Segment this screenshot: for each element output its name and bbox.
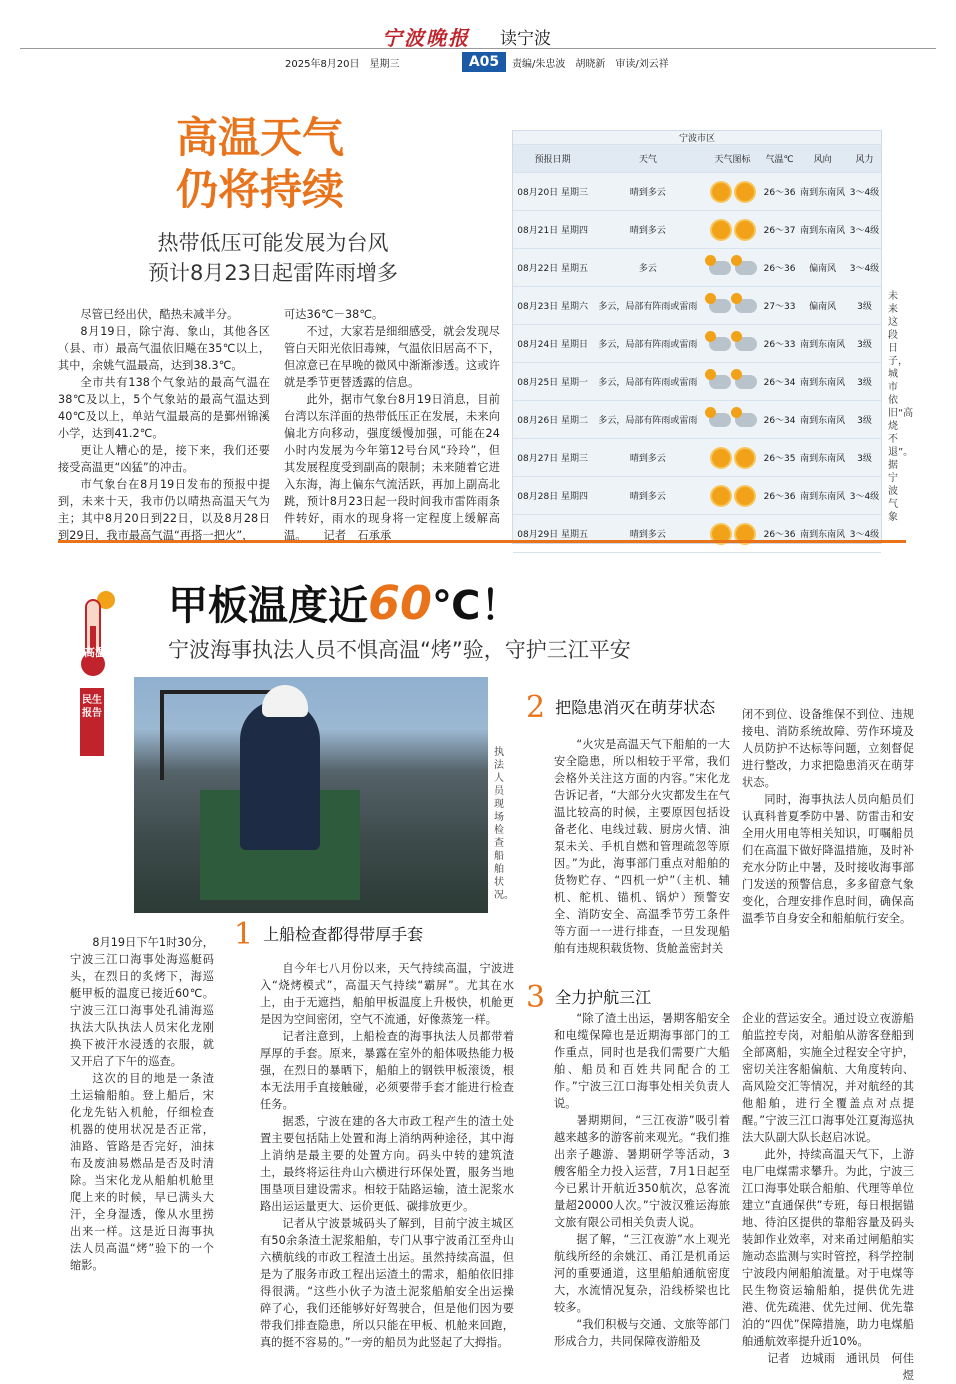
editor-credits: 责编/朱忠波 胡晓新 审读/刘云祥 <box>512 59 669 70</box>
cell-wind-dir: 南到东南风 <box>797 439 847 477</box>
paragraph: 可达36℃－38℃。 <box>284 308 384 321</box>
cell-wind-dir: 南到东南风 <box>797 325 847 363</box>
cell-date: 08月27日 星期三 <box>513 439 592 477</box>
paragraph: 闭不到位、设备维保不到位、违规接电、消防系统故障、劳作环境及人员防护不达标等问题，立刻督促进行整改，力求把隐患消灭在萌芽状态。 <box>742 708 914 789</box>
cell-temp: 26～36 <box>762 249 798 287</box>
cell-icon <box>703 477 761 515</box>
table-row <box>513 363 881 401</box>
issue-date: 2025年8月20日 星期三 <box>285 59 400 70</box>
paragraph: 这次的目的地是一条渣土运输船舶。登上船后，宋化龙先钻入机舱，仔细检查机器的使用状况是否正常，油路、管路是否完好，油抹布及废油易燃品是否及时清除。当宋化龙从船舶机舱里爬上来的时候，早已满头大汗，全身湿透，像从水里捞出来一样。这是近日海事执法人员高温“烤”验下的一个缩影。 <box>70 1072 214 1272</box>
heat-tag-text: 高温 <box>84 646 106 659</box>
article1-column-2 <box>284 306 500 544</box>
cell-icon <box>703 401 761 439</box>
cell-icon <box>703 287 761 325</box>
section-3-column-2 <box>742 1010 914 1384</box>
partly-cloudy-icon <box>735 337 757 351</box>
photo-officer-shape <box>240 700 320 850</box>
partly-cloudy-icon <box>735 261 757 275</box>
column-tag: 民生报告 <box>80 688 104 756</box>
cell-date: 08月23日 星期六 <box>513 287 592 325</box>
partly-cloudy-icon <box>709 413 731 427</box>
cell-date: 08月25日 星期一 <box>513 363 592 401</box>
partly-cloudy-icon <box>709 375 731 389</box>
paragraph: “除了渣土出运，暑期客船安全和电缆保障也是近期海事部门的工作重点，同时也是我们需要广大船舶、船员和百姓共同配合的工作。”宁波三江口海事处相关负责人说。 <box>554 1012 730 1110</box>
cell-icon <box>703 211 761 249</box>
weather-forecast-table <box>512 130 882 544</box>
cell-wind-dir: 南到东南风 <box>797 173 847 211</box>
partly-cloudy-icon <box>735 375 757 389</box>
cell-weather: 多云，局部有阵雨或雷雨 <box>592 287 703 325</box>
table-row <box>513 249 881 287</box>
cell-temp: 26～34 <box>762 401 798 439</box>
paragraph: 全市共有138个气象站的最高气温在38℃及以上，5个气象站的最高气温达到40℃及以上，单站气温最高的是鄞州锦溪小学，达到41.2℃。 <box>58 376 270 440</box>
cell-weather: 晴到多云 <box>592 515 703 553</box>
sun-icon <box>736 449 754 467</box>
cell-wind-force: 3～4级 <box>848 173 881 211</box>
cell-temp: 27～33 <box>762 287 798 325</box>
cell-wind-dir: 南到东南风 <box>797 477 847 515</box>
cell-weather: 多云，局部有阵雨或雷雨 <box>592 401 703 439</box>
cell-weather: 晴到多云 <box>592 211 703 249</box>
section-1-body <box>260 960 514 1351</box>
cell-icon <box>703 439 761 477</box>
photo-caption: 执法人员现场检查船舶状况。 <box>494 747 514 901</box>
column-header: 风力 <box>848 145 881 173</box>
table-row <box>513 325 881 363</box>
cell-date: 08月29日 星期五 <box>513 515 592 553</box>
article2-headline <box>168 574 520 631</box>
cell-wind-force: 3级 <box>848 325 881 363</box>
article1-column-1 <box>58 306 270 544</box>
cell-date: 08月28日 星期四 <box>513 477 592 515</box>
sun-icon <box>736 183 754 201</box>
paragraph: 企业的营运安全。通过设立夜游船舶监控专岗，对船舶从游客登船到全部离船，实施全过程安全守护，密切关注客船偏航、大角度转向、高风险交汇等情况，并对航经的其他船舶，进行全覆盖点对点提醒。”宁波三江口海事处江夏海巡执法大队副大队长赵启冰说。 <box>742 1012 914 1144</box>
sun-icon <box>736 221 754 239</box>
cell-weather: 晴到多云 <box>592 173 703 211</box>
headline-number: 60 <box>368 576 433 630</box>
column-header: 预报日期 <box>513 145 592 173</box>
cell-temp: 26～34 <box>762 363 798 401</box>
cell-wind-force: 3级 <box>848 439 881 477</box>
cell-weather: 多云 <box>592 249 703 287</box>
page-number: A05 <box>462 52 506 72</box>
cell-date: 08月24日 星期日 <box>513 325 592 363</box>
paragraph: “火灾是高温天气下船舶的一大安全隐患，所以相较于平常，我们会格外关注这方面的内容。”宋化龙告诉记者，“大部分火灾都发生在气温比较高的时候，主要原因包括设备老化、电线过载、厨房火情、油泵未关、手机自燃和管理疏忽等原因。”为此，海事部门重点对船舶的货物贮存、“四机一炉”（主机、辅机、舵机、锚机、锅炉）预警安全、消防安全、高温季节劳工条件等方面一一进行排查，一旦发现船舶有违规积载货物、货舱盖密封关 <box>554 738 730 955</box>
cell-wind-force: 3～4级 <box>848 515 881 553</box>
table-row <box>513 477 881 515</box>
partly-cloudy-icon <box>735 413 757 427</box>
column-header: 天气图标 <box>703 145 761 173</box>
table-row <box>513 287 881 325</box>
table-row <box>513 515 881 553</box>
cell-temp: 26～35 <box>762 439 798 477</box>
cell-temp: 26～36 <box>762 515 798 553</box>
header-rule <box>20 48 936 49</box>
cell-icon <box>703 249 761 287</box>
cell-wind-dir: 南到东南风 <box>797 515 847 553</box>
cell-icon <box>703 173 761 211</box>
paragraph: 更让人糟心的是，接下来，我们还要接受高温更“凶猛”的冲击。 <box>58 444 270 474</box>
sun-icon <box>712 183 730 201</box>
headline-prefix: 甲板温度近 <box>168 583 368 629</box>
paragraph: 同时，海事执法人员向船员们认真科普夏季防中暑、防雷击和安全用火用电等相关知识，叮嘱船员们在高温下做好降温措施，及时补充水分防止中暑，及时接收海事部门发送的预警信息，多多留意气象变化，合理安排作息时间，确保高温季节自身安全和船舶航行安全。 <box>742 793 914 925</box>
article2-deck: 宁波海事执法人员不惧高温“烤”验，守护三江平安 <box>168 638 631 662</box>
sun-icon <box>736 487 754 505</box>
section-number: 1 <box>234 917 254 952</box>
section-1-heading <box>234 917 423 952</box>
paragraph: 据了解，“三江夜游”水上观光航线所经的余姚江、甬江是机甬运河的重要通道，这里船舶通航密度大，水流情况复杂，沿线桥梁也比较多。 <box>554 1233 730 1314</box>
weather-side-note: 未来这段日子，城市依旧“高烧不退”。据宁波气象 <box>888 291 914 523</box>
paragraph: 不过，大家若是细细感受，就会发现尽管白天阳光依旧毒辣，气温依旧居高不下，但凉意已在早晚的微风中渐渐渗透。这或许就是季节更替透露的信息。 <box>284 325 500 389</box>
paragraph: 尽管已经出伏，酷热未减半分。 <box>80 308 239 321</box>
headline-suffix: ℃！ <box>432 583 521 629</box>
cell-weather: 晴到多云 <box>592 439 703 477</box>
partly-cloudy-icon <box>709 299 731 313</box>
section-3-column-1 <box>554 1010 730 1350</box>
paragraph: 此外，据市气象台8月19日消息，目前台湾以东洋面的热带低压正在发展，未来向偏北方向移动，强度缓慢加强，可能在24小时内发展为今年第12号台风“玲玲”，但其发展程度受到副高的限制；未来随着它进入东海，海上偏东气流活跃，再加上副高北跳，预计8月23日起一段时间我市雷阵雨条件转好，雨水的现身将一定程度上缓解高温。 记者 石承承 <box>284 393 500 542</box>
section-2-column-1 <box>554 736 730 957</box>
cell-weather: 晴到多云 <box>592 477 703 515</box>
article2-intro <box>70 934 214 1274</box>
cell-weather: 多云，局部有阵雨或雷雨 <box>592 363 703 401</box>
sun-icon <box>712 221 730 239</box>
table-row <box>513 173 881 211</box>
newspaper-masthead: 宁波晚报 <box>382 26 470 50</box>
cell-date: 08月20日 星期三 <box>513 173 592 211</box>
cell-icon <box>703 515 761 553</box>
column-header: 风向 <box>797 145 847 173</box>
partly-cloudy-icon <box>709 337 731 351</box>
cell-temp: 26～33 <box>762 325 798 363</box>
cell-wind-dir: 南到东南风 <box>797 363 847 401</box>
section-name: 读宁波 <box>500 29 551 49</box>
section-2-heading <box>526 690 715 725</box>
byline: 记者 边城雨 通讯员 何佳煜 <box>767 1352 914 1382</box>
paragraph: 自今年七八月份以来，天气持续高温，宁波进入“烧烤模式”，高温天气持续“霸屏”。尤其在水上，由于无遮挡，船舶甲板温度上升极快，机舱更是因为空间密闭，空气不流通，好像蒸笼一样。 <box>260 962 514 1026</box>
section-number: 3 <box>526 980 546 1015</box>
table-row <box>513 211 881 249</box>
table-row <box>513 439 881 477</box>
sun-icon <box>712 449 730 467</box>
partly-cloudy-icon <box>709 261 731 275</box>
cell-wind-dir: 南到东南风 <box>797 401 847 439</box>
cell-wind-force: 3级 <box>848 363 881 401</box>
thermometer-sun-icon <box>74 586 120 682</box>
cell-wind-force: 3～4级 <box>848 249 881 287</box>
cell-wind-force: 3级 <box>848 401 881 439</box>
cell-wind-dir: 偏南风 <box>797 249 847 287</box>
section-number: 2 <box>526 690 546 725</box>
section-title: 把隐患消灭在萌芽状态 <box>555 698 716 717</box>
paragraph: 暑期期间，“三江夜游”吸引着越来越多的游客前来观光。“我们推出亲子趣游、暑期研学等活动，3艘客船全力投入运营，7月1日起至今已累计开航近350航次，总客流量超20000人次。”宁波汉雅运海旅文旅有限公司相关负责人说。 <box>554 1114 730 1229</box>
cell-wind-force: 3级 <box>848 287 881 325</box>
deck-line-1: 热带低压可能发展为台风 <box>157 231 389 255</box>
cell-icon <box>703 325 761 363</box>
cell-temp: 26～37 <box>762 211 798 249</box>
deck-line-2: 预计8月23日起雷阵雨增多 <box>147 261 399 285</box>
section-divider <box>58 540 906 543</box>
cell-icon <box>703 363 761 401</box>
sun-icon <box>712 487 730 505</box>
paragraph: 据悉，宁波在建的各大市政工程产生的渣土处置主要包括陆上处置和海上消纳两种途径，其中海上消纳是最主要的处置方向。码头中转的建筑渣土，最终将运往舟山六横进行环保处置，服务当地围垦项目建设需求。相较于陆路运输，渣土泥浆水路出运运量更大、运价更低、碳排放更少。 <box>260 1115 514 1213</box>
section-2-column-2 <box>742 706 914 927</box>
column-header: 气温℃ <box>762 145 798 173</box>
paragraph: 市气象台在8月19日发布的预报中提到，未来十天，我市仍以晴热高温天气为主；其中8月20日到22日，以及8月28日到29日，我市最高气温“再搭一把火”， <box>58 478 270 542</box>
cell-wind-force: 3～4级 <box>848 211 881 249</box>
paragraph: 8月19日，除宁海、象山，其他各区（县、市）最高气温依旧飚在35℃以上，其中，余姚气温最高，达到38.3℃。 <box>58 325 270 372</box>
table-caption: 宁波市区 <box>513 131 881 145</box>
column-header: 天气 <box>592 145 703 173</box>
table-row <box>513 401 881 439</box>
paragraph: “我们积极与交通、文旅等部门形成合力，共同保障夜游船及 <box>554 1318 730 1348</box>
cell-temp: 26～36 <box>762 477 798 515</box>
cell-date: 08月22日 星期五 <box>513 249 592 287</box>
paragraph: 此外，持续高温天气下，上游电厂电煤需求攀升。为此，宁波三江口海事处联合船舶、代理等单位建立“直通保供”专班，每日根据锚地、待泊区提供的靠船容量及码头装卸作业效率，对来甬过闸船舶实施动态监测与实时管控，科学控制宁波段内闸船舶流量。对于电煤等民生物资运输船舶，提供优先进港、优先疏港、优先过闸、优先靠泊的“四优”保障措施，助力电煤船舶通航效率提升近10%。 <box>742 1148 914 1348</box>
cell-weather: 多云，局部有阵雨或雷雨 <box>592 325 703 363</box>
cell-wind-dir: 偏南风 <box>797 287 847 325</box>
article1-headline <box>176 112 416 216</box>
cell-temp: 26～36 <box>762 173 798 211</box>
paragraph: 8月19日下午1时30分，宁波三江口海事处海巡艇码头，在烈日的炙烤下，海巡艇甲板的温度已接近60℃。宁波三江口海事处孔浦海巡执法大队执法人员宋化龙刚换下被汗水浸透的衣服，就又开启了下午的巡查。 <box>70 936 214 1068</box>
headline-line-2: 仍将持续 <box>176 165 345 214</box>
paragraph: 记者注意到，上船检查的海事执法人员都带着厚厚的手套。原来，暴露在室外的船体吸热能力极强，在烈日的暴晒下，船舶上的钢铁甲板滚烫，根本无法用手直接触碰，必须要带手套才能进行检查任务。 <box>260 1030 514 1111</box>
cell-wind-dir: 南到东南风 <box>797 211 847 249</box>
cell-date: 08月21日 星期四 <box>513 211 592 249</box>
cell-date: 08月26日 星期二 <box>513 401 592 439</box>
paragraph: 记者从宁波景城码头了解到，目前宁波主城区有50余条渣土泥浆船舶，专门从事宁波甬江至舟山六横航线的市政工程渣土出运。虽然持续高温，但是为了服务市政工程出运渣土的需求，船舶依旧排得很满。“这些小伙子为渣土泥浆船舶安全出运操碎了心，我们还能够好好驾驶合，但是他们因为要带我们排查隐患，所以只能在甲板、机舱来回跑，真的挺不容易的。”一旁的船员为此竖起了大拇指。 <box>260 1217 514 1349</box>
partly-cloudy-icon <box>735 299 757 313</box>
article1-deck <box>108 228 438 288</box>
section-title: 全力护航三江 <box>555 988 652 1007</box>
headline-line-1: 高温天气 <box>176 113 345 162</box>
cell-wind-force: 3～4级 <box>848 477 881 515</box>
section-title: 上船检查都得带厚手套 <box>263 925 424 944</box>
